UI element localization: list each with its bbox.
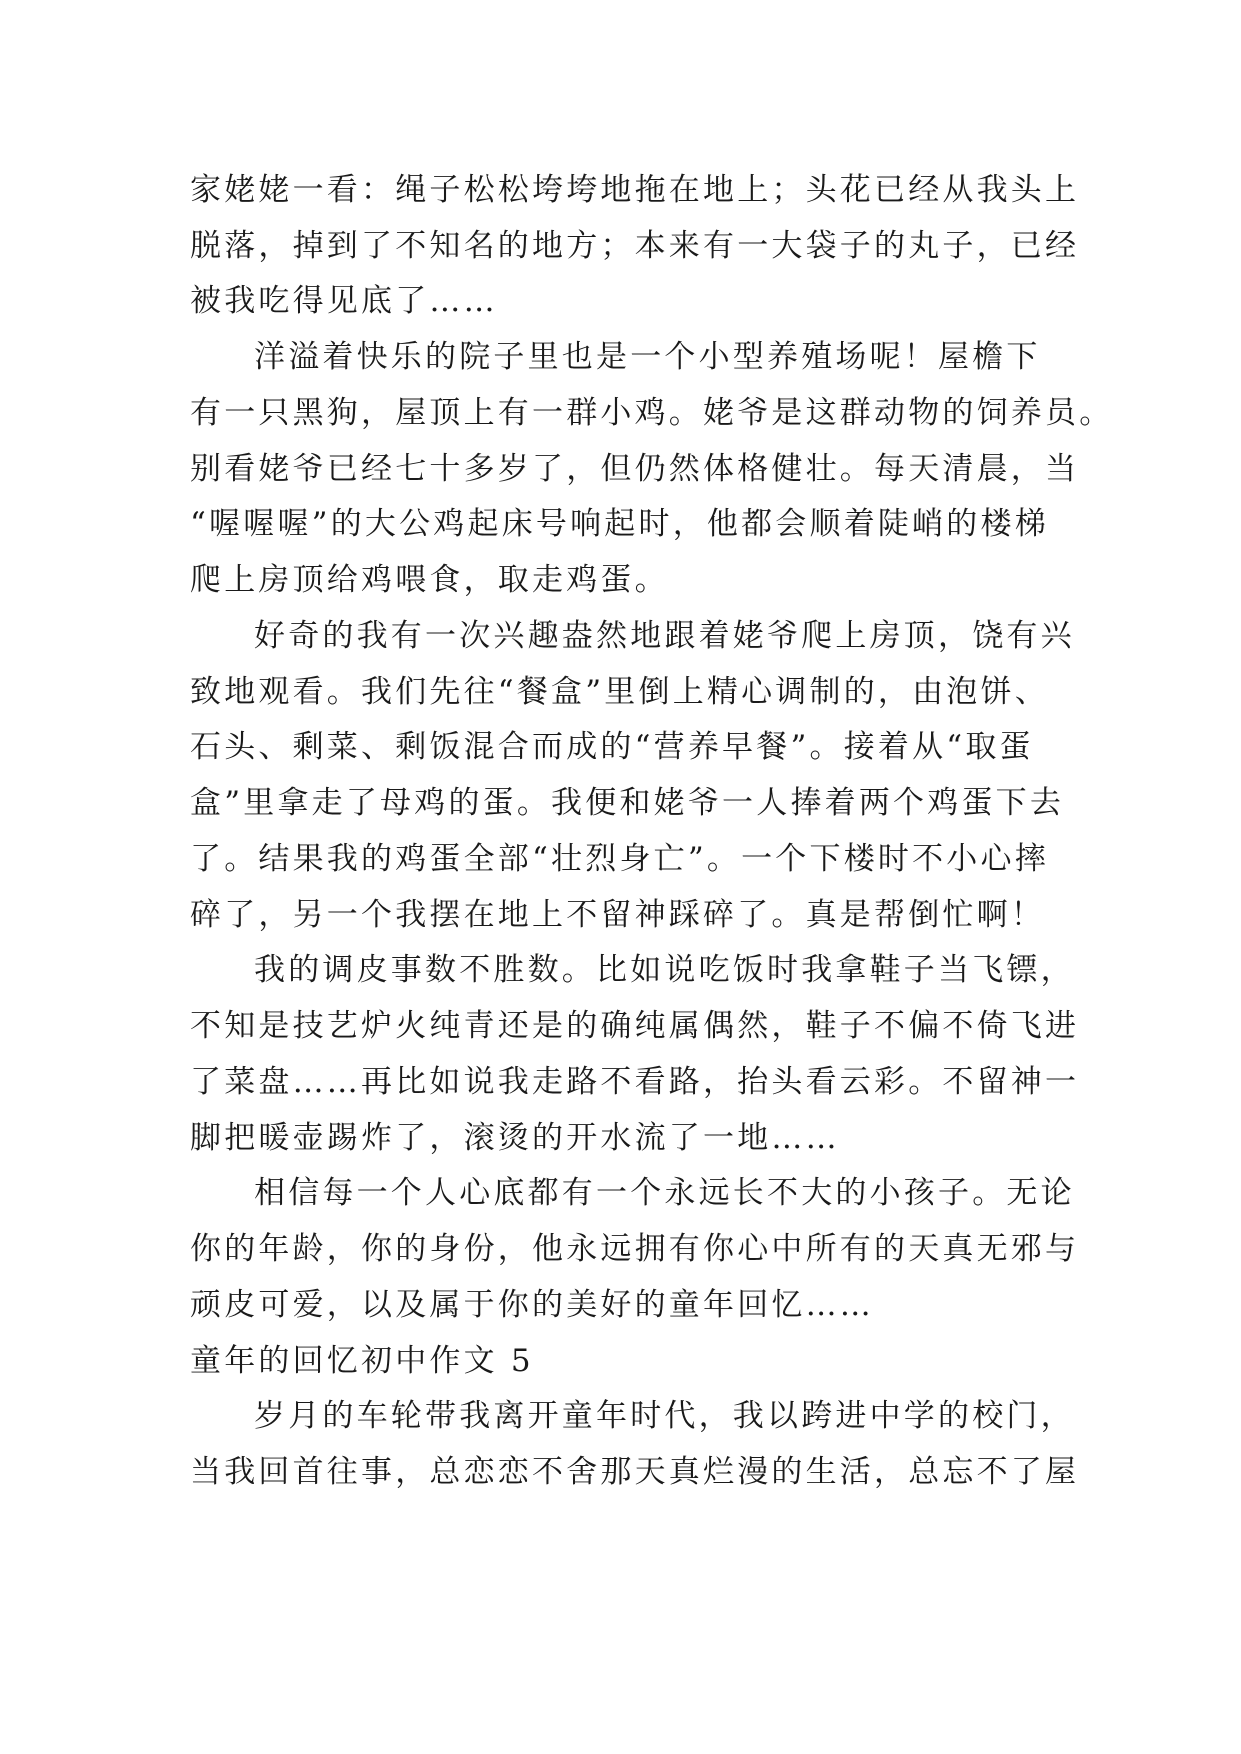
text-line: 你的年龄，你的身份，他永远拥有你心中所有的天真无邪与	[190, 1231, 1080, 1267]
text-line: 被我吃得见底了……	[190, 283, 498, 319]
paragraph-first-line: 相信每一个人心底都有一个永远长不大的小孩子。无论	[254, 1175, 1075, 1211]
text-line: 别看姥爷已经七十多岁了，但仍然体格健壮。每天清晨，当	[190, 451, 1080, 487]
text-line: 盒”里拿走了母鸡的蛋。我便和姥爷一人捧着两个鸡蛋下去	[190, 785, 1065, 821]
text-line: 了菜盘……再比如说我走路不看路，抬头看云彩。不留神一	[190, 1064, 1080, 1100]
paragraph-first-line: 好奇的我有一次兴趣盎然地跟着姥爷爬上房顶，饶有兴	[254, 618, 1075, 654]
text-line: 顽皮可爱，以及属于你的美好的童年回忆……	[190, 1287, 874, 1323]
text-line: 石头、剩菜、剩饭混合而成的“营养早餐”。接着从“取蛋	[190, 729, 1034, 765]
text-line: 不知是技艺炉火纯青还是的确纯属偶然，鞋子不偏不倚飞进	[190, 1008, 1080, 1044]
text-line: 当我回首往事，总恋恋不舍那天真烂漫的生活，总忘不了屋	[190, 1454, 1080, 1490]
text-line: 了。结果我的鸡蛋全部“壮烈身亡”。一个下楼时不小心摔	[190, 841, 1049, 877]
paragraph-first-line: 洋溢着快乐的院子里也是一个小型养殖场呢！屋檐下	[254, 339, 1041, 375]
paragraph-first-line: 岁月的车轮带我离开童年时代，我以跨进中学的校门，	[254, 1398, 1075, 1434]
text-line: 家姥姥一看：绳子松松垮垮地拖在地上；头花已经从我头上	[190, 172, 1080, 208]
text-line: 爬上房顶给鸡喂食，取走鸡蛋。	[190, 562, 669, 598]
text-line: “喔喔喔”的大公鸡起床号响起时，他都会顺着陡峭的楼梯	[190, 506, 1049, 542]
text-line: 有一只黑狗，屋顶上有一群小鸡。姥爷是这群动物的饲养员。	[190, 395, 1114, 431]
section-heading: 童年的回忆初中作文 5	[190, 1343, 534, 1379]
text-line: 脱落，掉到了不知名的地方；本来有一大袋子的丸子，已经	[190, 228, 1080, 264]
text-line: 脚把暖壶踢炸了，滚烫的开水流了一地……	[190, 1120, 840, 1156]
text-line: 致地观看。我们先往“餐盒”里倒上精心调制的，由泡饼、	[190, 674, 1049, 710]
text-line: 碎了，另一个我摆在地上不留神踩碎了。真是帮倒忙啊！	[190, 897, 1045, 933]
paragraph-first-line: 我的调皮事数不胜数。比如说吃饭时我拿鞋子当飞镖，	[254, 952, 1075, 988]
